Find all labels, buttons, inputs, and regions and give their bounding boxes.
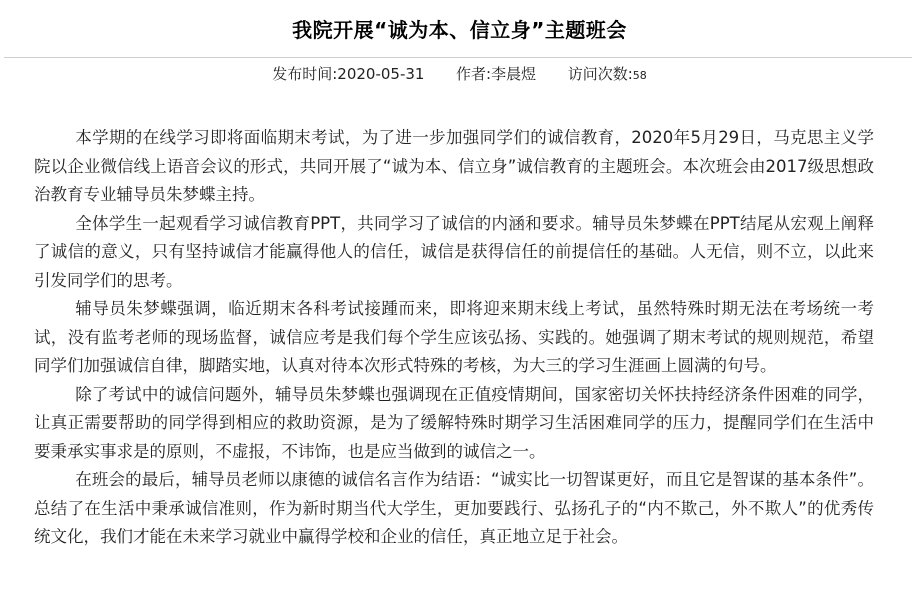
paragraph: 在班会的最后，辅导员老师以康德的诚信名言作为结语：“诚实比一切智谋更好，而且它是智谋的基本条件”。总结了在生活中秉承诚信准则，作为新时期当代大学生，更加要践行、弘扬孔子的“内不欺己，外不欺人”的优秀传统文化，我们才能在未来学习就业中赢得学校和企业的信任，真正地立足于社会。 xyxy=(34,470,874,546)
paragraph: 除了考试中的诚信问题外，辅导员朱梦蝶也强调现在正值疫情期间，国家密切关怀扶持经济条件困难的同学，让真正需要帮助的同学得到相应的救助资源，是为了缓解特殊时期学习生活困难同学的压力，提醒同学们在生活中要秉承实事求是的原则，不虚报，不讳饰，也是应当做到的诚信之一。 xyxy=(34,384,874,461)
views-count: 58 xyxy=(632,69,647,82)
paragraph: 本学期的在线学习即将面临期末考试，为了进一步加强同学们的诚信教育，2020年5月29日，马克思主义学院以企业微信线上语音会议的形式，共同开展了“诚为本、信立身”诚信教育的主题班会。本次班会由2017级思想政治教育专业辅导员朱梦蝶主持。 xyxy=(34,128,874,204)
author-label: 作者: xyxy=(456,65,492,83)
paragraph: 辅导员朱梦蝶强调，临近期末各科考试接踵而来，即将迎来期末线上考试，虽然特殊时期无法在考场统一考试，没有监考老师的现场监督，诚信应考是我们每个学生应该弘扬、实践的。她强调了期末考试的规则规范，希望同学们加强诚信自律，脚踏实地，认真对待本次形式特殊的考核，为大三的学习生涯画上圆满的句号。 xyxy=(34,299,874,375)
paragraph: 全体学生一起观看学习诚信教育PPT，共同学习了诚信的内涵和要求。辅导员朱梦蝶在PPT结尾从宏观上阐释了诚信的意义，只有坚持诚信才能赢得他人的信任，诚信是获得信任的前提信任的基础。人无信，则不立，以此来引发同学们的思考。 xyxy=(34,213,874,290)
article-meta xyxy=(0,63,919,87)
publish-date: 2020-05-31 xyxy=(337,65,425,83)
article-body xyxy=(34,124,874,552)
title-divider xyxy=(4,57,912,58)
author-name: 李晨煜 xyxy=(491,65,537,83)
views-label: 访问次数: xyxy=(567,65,633,83)
article-title: 我院开展“诚为本、信立身”主题班会 xyxy=(292,18,627,42)
publish-label: 发布时间: xyxy=(272,65,338,83)
